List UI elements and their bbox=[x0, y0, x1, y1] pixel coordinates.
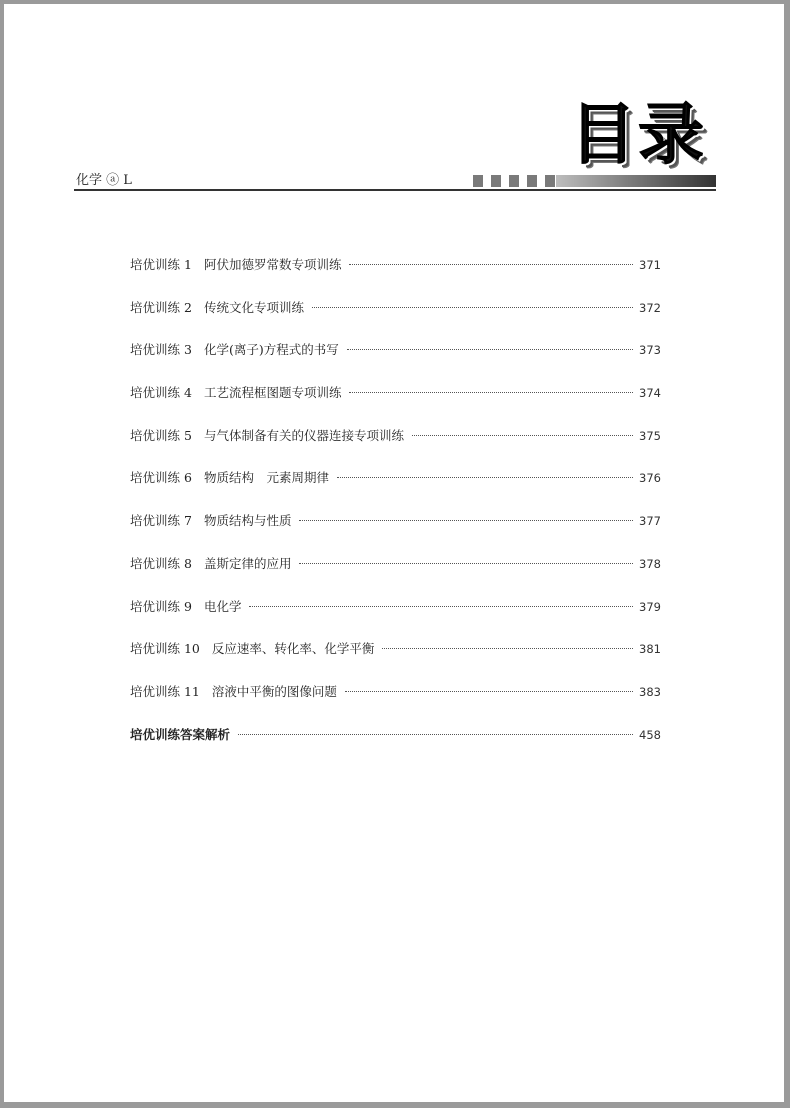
page bbox=[4, 4, 784, 1102]
dot-leader bbox=[312, 307, 633, 308]
table-of-contents bbox=[130, 256, 661, 768]
toc-entry-title: 与气体制备有关的仪器连接专项训练 bbox=[203, 427, 404, 443]
toc-entry-number: 培优训练 5 bbox=[130, 427, 192, 443]
dot-leader bbox=[349, 264, 633, 265]
toc-entry-page: 379 bbox=[639, 599, 661, 614]
dot-leader bbox=[299, 520, 633, 521]
page-title: 目录 bbox=[570, 96, 706, 173]
dot-leader bbox=[412, 435, 633, 436]
toc-entry-title: 传统文化专项训练 bbox=[203, 299, 304, 315]
toc-entry-number: 培优训练 10 bbox=[130, 641, 200, 657]
toc-entry-number: 培优训练 9 bbox=[130, 598, 192, 614]
toc-entry-number: 培优训练 2 bbox=[130, 299, 192, 315]
dot-leader bbox=[249, 606, 633, 607]
toc-entry-page: 378 bbox=[639, 556, 661, 571]
dot-leader bbox=[299, 563, 633, 564]
toc-entry[interactable] bbox=[130, 384, 661, 427]
toc-entry-title: 培优训练答案解析 bbox=[130, 726, 231, 742]
toc-entry[interactable] bbox=[130, 598, 661, 641]
toc-entry[interactable] bbox=[130, 427, 661, 470]
toc-entry-title: 反应速率、转化率、化学平衡 bbox=[211, 641, 375, 657]
toc-entry-number: 培优训练 7 bbox=[130, 513, 192, 529]
dot-leader bbox=[382, 648, 633, 649]
dot-leader bbox=[347, 349, 633, 350]
toc-entry-page: 376 bbox=[639, 471, 661, 486]
toc-entry-page: 371 bbox=[639, 258, 661, 272]
decoration-block bbox=[509, 175, 519, 187]
toc-entry-page: 375 bbox=[639, 428, 661, 443]
toc-entry-title: 工艺流程框图题专项训练 bbox=[203, 385, 342, 401]
toc-entry-number: 培优训练 11 bbox=[130, 683, 200, 699]
toc-entry-number: 培优训练 3 bbox=[130, 342, 192, 358]
toc-entry[interactable] bbox=[130, 683, 661, 726]
toc-entry-number: 培优训练 6 bbox=[130, 470, 192, 486]
toc-entry-page: 373 bbox=[639, 343, 661, 358]
decoration-block bbox=[473, 175, 483, 187]
dot-leader bbox=[337, 477, 633, 478]
toc-entry[interactable] bbox=[130, 512, 661, 555]
toc-entry-page: 372 bbox=[639, 300, 661, 315]
toc-entry-number: 培优训练 4 bbox=[130, 385, 192, 401]
toc-entry-title: 阿伏加德罗常数专项训练 bbox=[203, 257, 342, 272]
toc-entry[interactable] bbox=[130, 469, 661, 512]
toc-entry-page: 377 bbox=[639, 514, 661, 529]
toc-entry-page: 458 bbox=[639, 727, 661, 742]
toc-entry-page: 383 bbox=[639, 684, 661, 699]
decoration-block bbox=[527, 175, 537, 187]
toc-entry-number: 培优训练 1 bbox=[130, 257, 192, 272]
toc-entry-title: 电化学 bbox=[203, 598, 242, 614]
toc-entry[interactable] bbox=[130, 341, 661, 384]
toc-entry[interactable] bbox=[130, 640, 661, 683]
toc-entry-title: 物质结构 元素周期律 bbox=[203, 470, 329, 486]
decoration-block bbox=[491, 175, 501, 187]
header-decoration-blocks bbox=[473, 175, 563, 187]
toc-entry[interactable] bbox=[130, 555, 661, 598]
toc-entry-page: 381 bbox=[639, 642, 661, 657]
header-rule bbox=[74, 189, 716, 191]
dot-leader bbox=[349, 392, 633, 393]
subject-label: 化学 ⓐ L bbox=[76, 173, 132, 188]
toc-entry-title: 盖斯定律的应用 bbox=[203, 555, 292, 571]
dot-leader bbox=[345, 691, 633, 692]
toc-entry-title: 物质结构与性质 bbox=[203, 513, 292, 529]
toc-entry-number: 培优训练 8 bbox=[130, 555, 192, 571]
toc-entry-answers[interactable] bbox=[130, 726, 661, 769]
dot-leader bbox=[238, 734, 633, 735]
toc-entry[interactable] bbox=[130, 256, 661, 299]
toc-entry[interactable] bbox=[130, 299, 661, 342]
header-gradient-bar bbox=[556, 175, 716, 187]
toc-entry-page: 374 bbox=[639, 386, 661, 401]
toc-entry-title: 溶液中平衡的图像问题 bbox=[211, 683, 337, 699]
toc-entry-title: 化学(离子)方程式的书写 bbox=[203, 342, 339, 358]
decoration-block bbox=[545, 175, 555, 187]
